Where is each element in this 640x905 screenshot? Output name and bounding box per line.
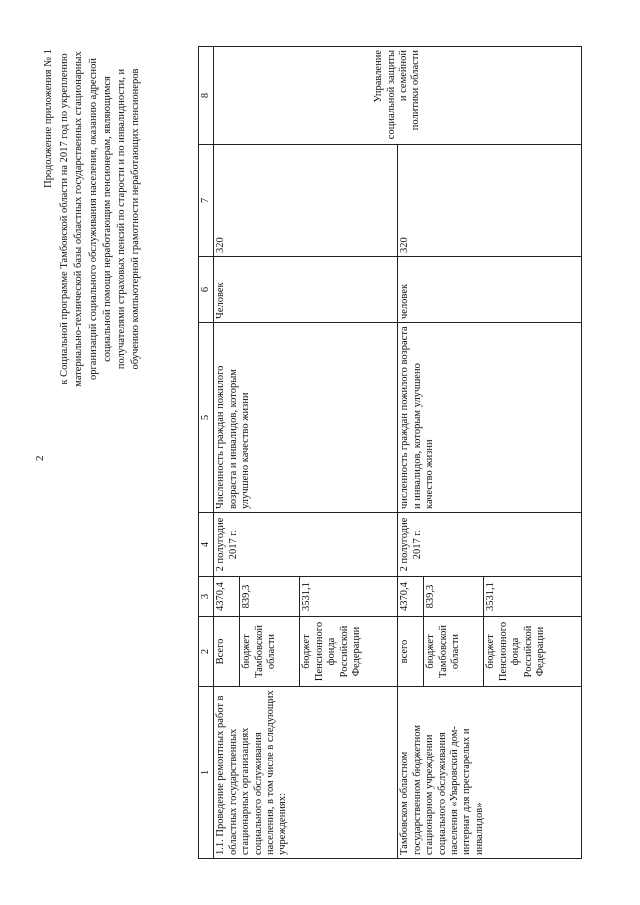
funding-source-pension-fund: бюджет Пенсионного фонда Российской Федерации <box>484 617 582 687</box>
table-row <box>214 47 240 859</box>
page-number: 2 <box>34 455 46 461</box>
funding-source-regional: бюджет Тамбовской области <box>240 617 300 687</box>
period-cell: 2 полугодие 2017 г. <box>398 513 582 577</box>
program-measures-table <box>198 46 582 859</box>
table-row <box>398 47 424 859</box>
appendix-header <box>42 49 143 389</box>
funding-source-pension-fund: бюджет Пенсионного фонда Российской Федерации <box>300 617 398 687</box>
column-number: 6 <box>199 257 214 323</box>
measure-cell: Тамбовском областном государственном бюджетном стационарном учреждении социального обслуживания населения «Уваровский дом-интернат для престарелых и инвалидов» <box>398 687 582 859</box>
column-number: 5 <box>199 323 214 513</box>
funding-amount-pension-fund: 3531,1 <box>300 577 398 617</box>
column-number: 1 <box>199 687 214 859</box>
funding-source-total: Всего <box>214 617 240 687</box>
funding-amount-total: 4370,4 <box>398 577 424 617</box>
column-number: 7 <box>199 145 214 257</box>
measure-cell: 1.1. Проведение ремонтных работ в областных государственных стационарных организациях социального обслуживания населения, в том числе в следующих учреждениях: <box>214 687 398 859</box>
column-number: 3 <box>199 577 214 617</box>
funding-amount-regional: 839,3 <box>240 577 300 617</box>
funding-source-regional: бюджет Тамбовской области <box>424 617 484 687</box>
column-number: 2 <box>199 617 214 687</box>
funding-source-total: всего <box>398 617 424 687</box>
unit-cell: человек <box>398 257 582 323</box>
indicator-cell: Численность граждан пожилого возраста и инвалидов, которым улучшено качество жизни <box>214 323 398 513</box>
indicator-cell: численность граждан пожилого возраста и инвалидов, которым улучшено качество жизни <box>398 323 582 513</box>
period-cell: 2 полугодие 2017 г. <box>214 513 398 577</box>
value-cell: 320 <box>398 145 582 257</box>
funding-amount-pension-fund: 3531,1 <box>484 577 582 617</box>
column-number-row <box>199 47 214 859</box>
appendix-title: Продолжение приложения № 1 <box>43 49 54 188</box>
value-cell: 320 <box>214 145 398 257</box>
column-number: 4 <box>199 513 214 577</box>
funding-amount-total: 4370,4 <box>214 577 240 617</box>
responsible-cell: Управление социальной защиты и семейной политики области <box>214 47 582 145</box>
funding-amount-regional: 839,3 <box>424 577 484 617</box>
unit-cell: Человек <box>214 257 398 323</box>
column-number: 8 <box>199 47 214 145</box>
appendix-subtitle: к Социальной программе Тамбовской области на 2017 год по укреплению материально-технической базы областных государственных стационарных организаций социального обслуживания населения, оказанию адресной социальной помощи неработающим пенсионерам, являющимся получателями страховых пенсий по старости и по инвалидности, и обучению компьютерной грамотности неработающих пенсионеров <box>59 51 142 387</box>
